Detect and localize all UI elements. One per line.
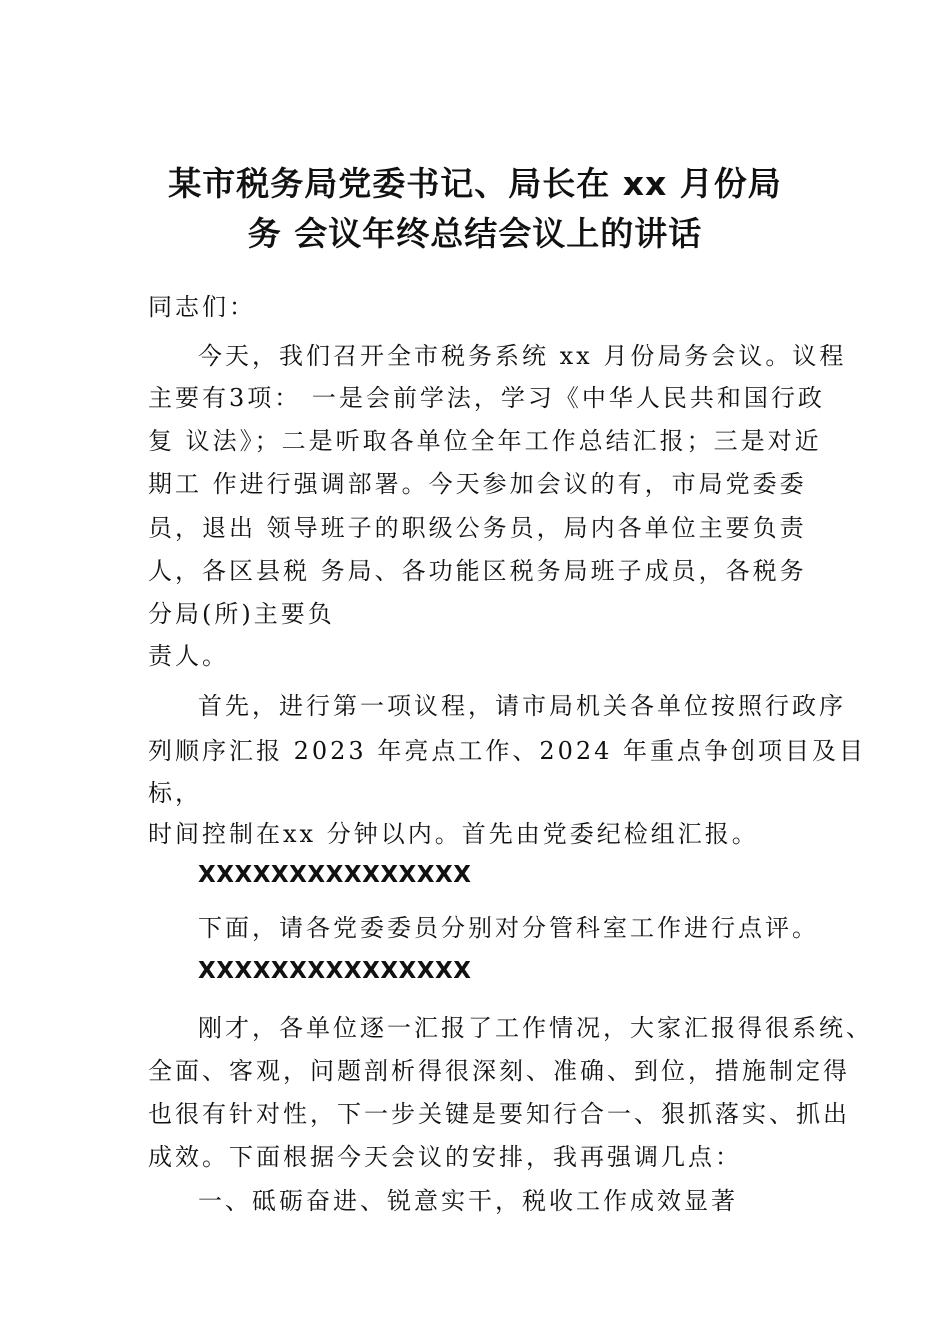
paragraph-line: 也很有针对性，下一步关键是要知行合一、狠抓落实、抓出 [148, 1100, 850, 1128]
section-heading: 一、砥砺奋进、锐意实干，税收工作成效显著 [198, 1187, 738, 1215]
paragraph-line: 标， [148, 779, 202, 807]
placeholder-text: XXXXXXXXXXXXXXX [198, 958, 472, 984]
greeting: 同志们： [148, 293, 256, 321]
document-title-line-2: 务 会议年终总结会议上的讲话 [247, 214, 703, 253]
placeholder-text: XXXXXXXXXXXXXXX [198, 862, 472, 888]
paragraph-line: 刚才，各单位逐一汇报了工作情况，大家汇报得很系统、 [198, 1014, 873, 1042]
paragraph-line: 责人。 [148, 642, 229, 670]
paragraph-line: 分局(所)主要负 [148, 600, 335, 628]
paragraph-line: 成效。下面根据今天会议的安排，我再强调几点： [148, 1143, 742, 1171]
paragraph-line: 人，各区县税 务局、各功能区税务局班子成员，各税务 [148, 557, 807, 585]
paragraph-line: 今天，我们召开全市税务系统 xx 月份局务会议。议程 [198, 342, 847, 370]
paragraph-line: 首先，进行第一项议程，请市局机关各单位按照行政序 [198, 692, 846, 720]
paragraph-line: 时间控制在xx 分钟以内。首先由党委纪检组汇报。 [148, 820, 759, 848]
paragraph-line: 全面、客观，问题剖析得很深刻、准确、到位，措施制定得 [148, 1057, 850, 1085]
paragraph-line: 列顺序汇报 2023 年亮点工作、2024 年重点争创项目及目 [148, 737, 867, 765]
paragraph-line: 下面，请各党委委员分别对分管科室工作进行点评。 [198, 914, 819, 942]
paragraph-line: 期工 作进行强调部署。今天参加会议的有，市局党委委 [148, 470, 807, 498]
document-title-line-1: 某市税务局党委书记、局长在 xx 月份局 [168, 164, 782, 203]
paragraph-line: 主要有3项： 一是会前学法，学习《中华人民共和国行政 [148, 384, 825, 412]
paragraph-line: 员，退出 领导班子的职级公务员，局内各单位主要负责 [148, 514, 807, 542]
paragraph-line: 复 议法》；二是听取各单位全年工作总结汇报；三是对近 [148, 427, 822, 455]
